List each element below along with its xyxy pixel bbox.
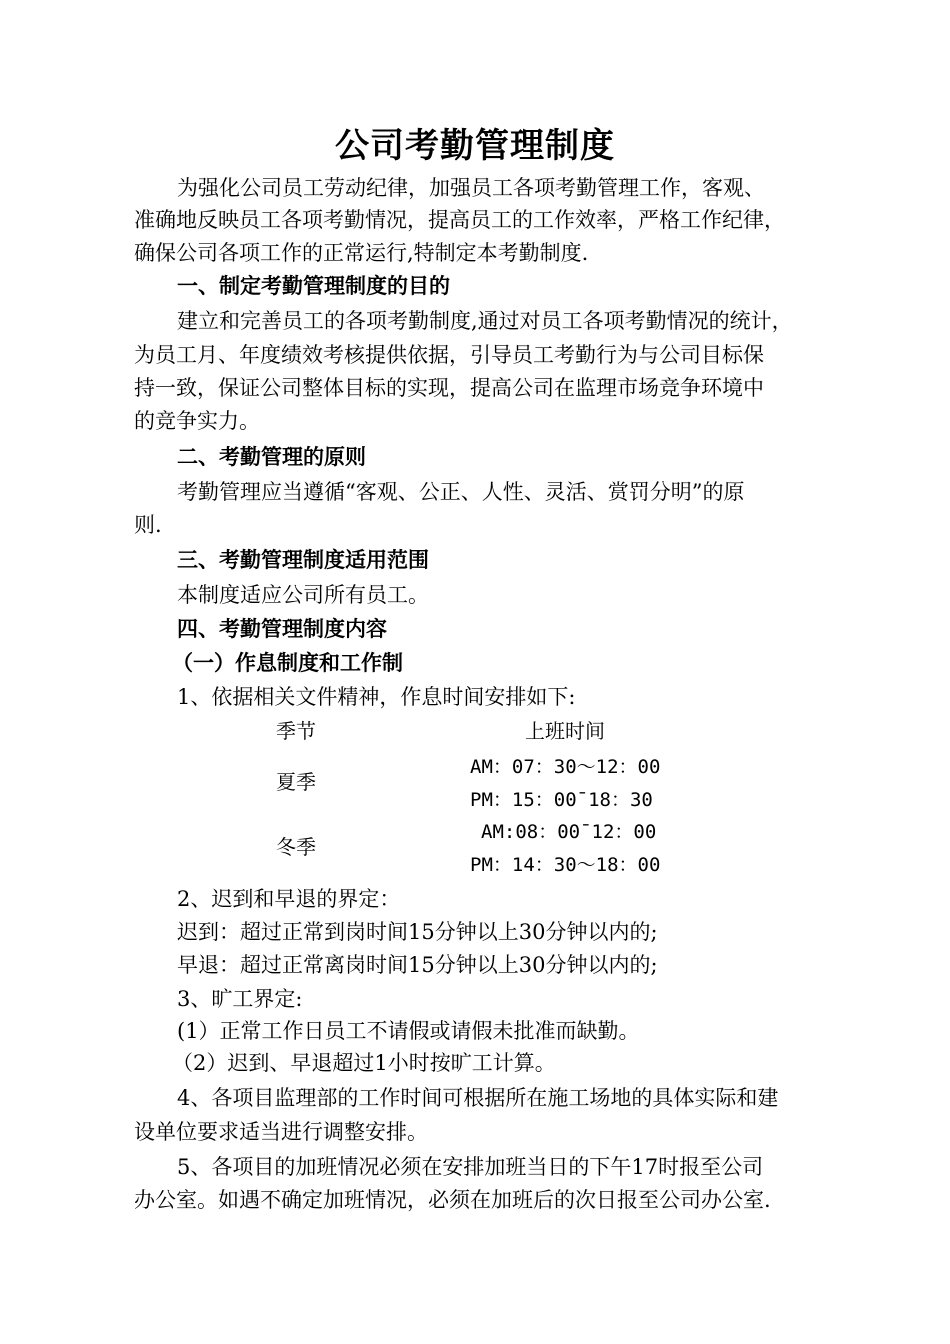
section-2-line-1: 考勤管理应当遵循“客观、公正、人性、灵活、赏罚分明”的原 (177, 480, 745, 504)
intro-line-3: 确保公司各项工作的正常运行,特制定本考勤制度. (134, 241, 589, 265)
section-2-heading: 二、考勤管理的原则 (177, 445, 366, 469)
section-2-line-2: 则. (134, 513, 162, 537)
item-3: 3、旷工界定: (177, 987, 303, 1011)
absence-rule-2: （2）迟到、早退超过1小时按旷工计算。 (172, 1051, 556, 1075)
document-title: 公司考勤管理制度 (335, 126, 615, 166)
item-2: 2、迟到和早退的界定： (177, 887, 401, 911)
section-1-heading: 一、制定考勤管理制度的目的 (177, 274, 450, 298)
item-5-line-1: 5、各项目的加班情况必须在安排加班当日的下午17时报至公司 (177, 1155, 764, 1179)
section-3-heading: 三、考勤管理制度适用范围 (177, 548, 429, 572)
table-cell-winter-pm: PM：14：30～18：00 (470, 854, 661, 876)
table-header-season: 季节 (276, 719, 316, 743)
section-1-line-1: 建立和完善员工的各项考勤制度,通过对员工各项考勤情况的统计， (177, 309, 793, 333)
table-cell-summer-am: AM：07：30～12：00 (470, 756, 661, 778)
section-3-line: 本制度适应公司所有员工。 (177, 583, 429, 607)
intro-line-1: 为强化公司员工劳动纪律，加强员工各项考勤管理工作，客观、 (177, 176, 765, 200)
section-1-line-3: 持一致，保证公司整体目标的实现，提高公司在监理市场竞争环境中 (134, 376, 764, 400)
section-1-line-2: 为员工月、年度绩效考核提供依据，引导员工考勤行为与公司目标保 (134, 343, 764, 367)
early-leave-definition: 早退：超过正常离岗时间15分钟以上30分钟以内的; (177, 953, 658, 977)
late-definition: 迟到：超过正常到岗时间15分钟以上30分钟以内的; (177, 920, 658, 944)
item-4-line-2: 设单位要求适当进行调整安排。 (134, 1120, 428, 1144)
table-cell-winter-am: AM:08：00¯12：00 (481, 821, 657, 843)
absence-rule-1: (1）正常工作日员工不请假或请假未批准而缺勤。 (177, 1019, 640, 1043)
table-cell-summer-pm: PM：15：00¯18：30 (470, 789, 653, 811)
section-1-line-4: 的竞争实力。 (134, 409, 260, 433)
table-cell-winter: 冬季 (276, 835, 316, 859)
table-cell-summer: 夏季 (276, 770, 316, 794)
intro-line-2: 准确地反映员工各项考勤情况，提高员工的工作效率，严格工作纪律， (134, 208, 785, 232)
item-1: 1、依据相关文件精神，作息时间安排如下: (177, 685, 576, 709)
item-5-line-2: 办公室。如遇不确定加班情况，必须在加班后的次日报至公司办公室. (134, 1188, 771, 1212)
section-4-heading: 四、考勤管理制度内容 (177, 617, 387, 641)
subsection-1-heading: （一）作息制度和工作制 (172, 651, 403, 675)
table-header-hours: 上班时间 (525, 719, 605, 743)
item-4-line-1: 4、各项目监理部的工作时间可根据所在施工场地的具体实际和建 (177, 1086, 779, 1110)
